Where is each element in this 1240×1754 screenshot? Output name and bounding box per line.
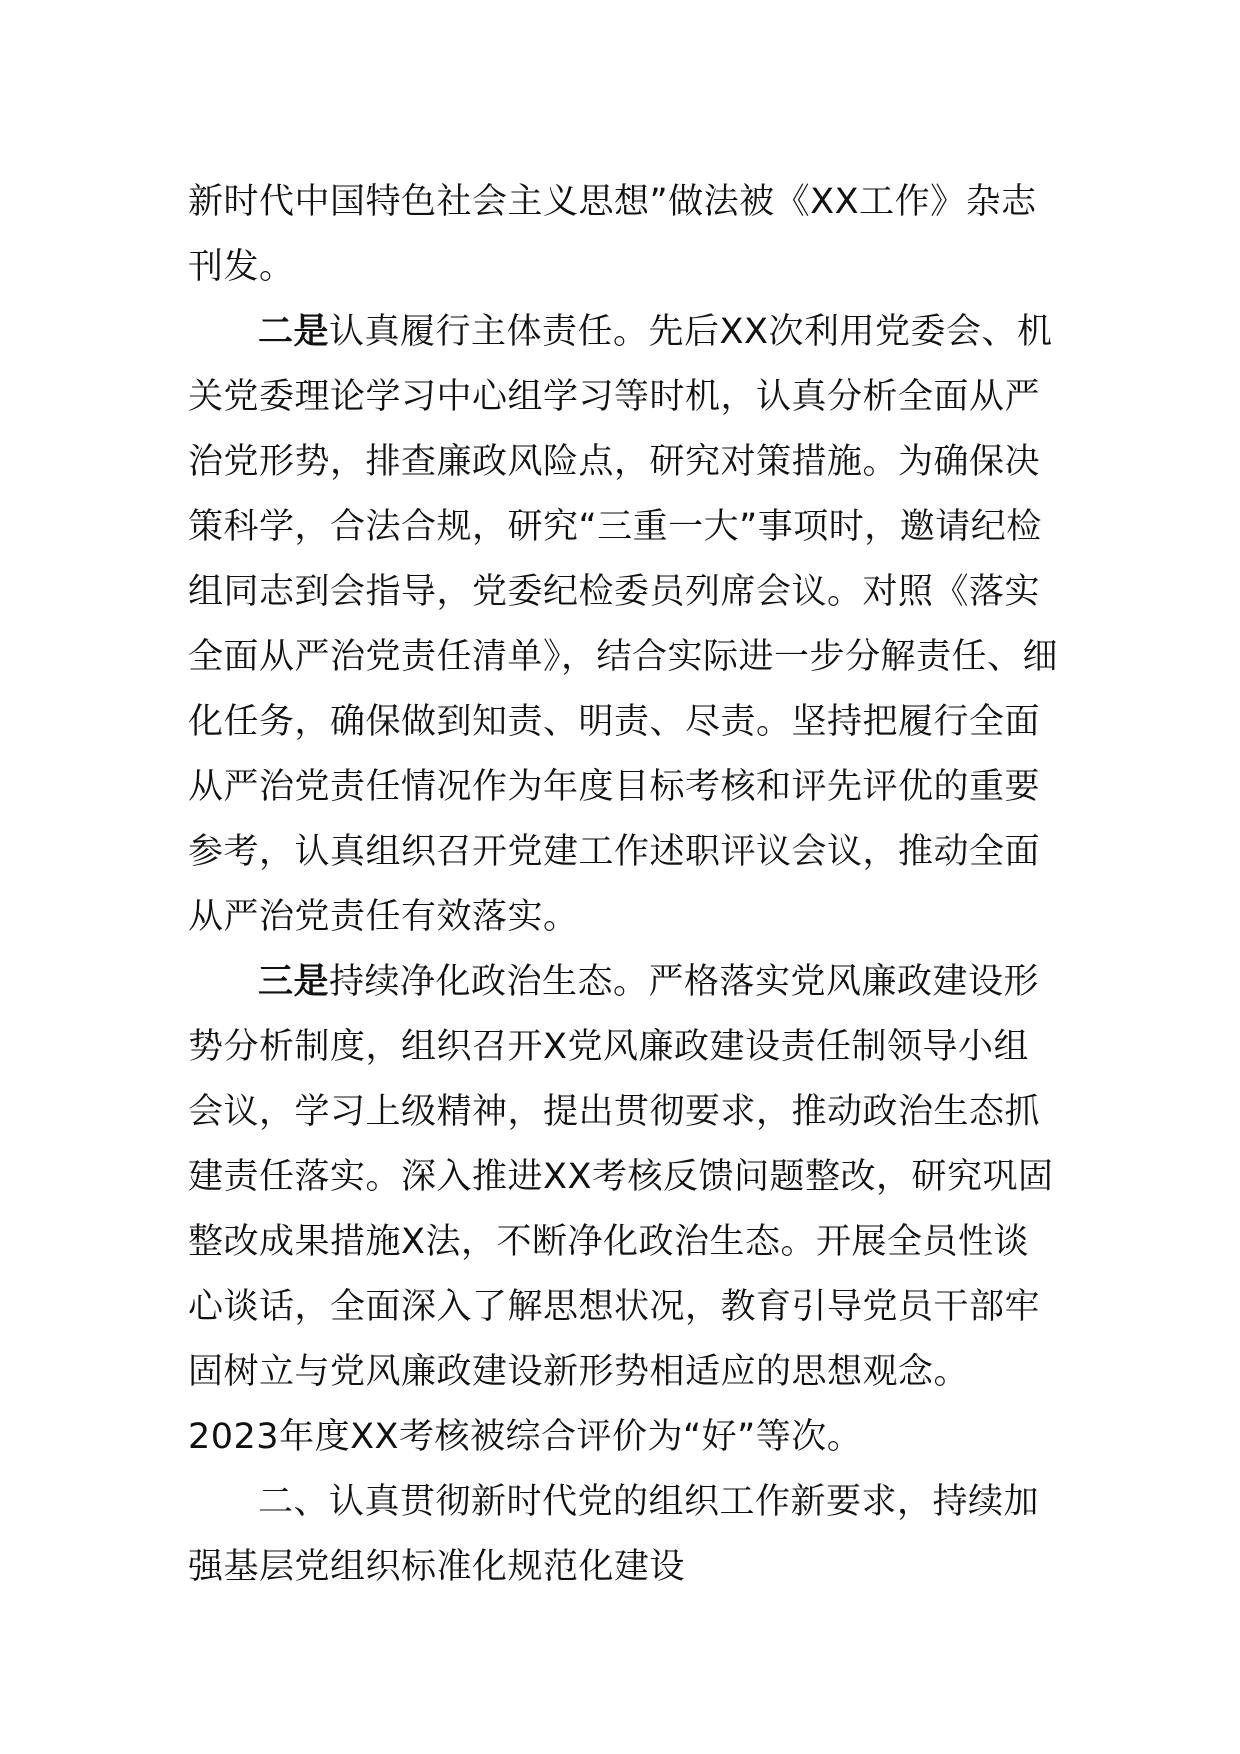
paragraph-continuation xyxy=(188,170,1058,300)
paragraph-second-point xyxy=(188,300,1058,950)
document-body xyxy=(188,170,1058,1600)
paragraph-lead: 三是 xyxy=(258,962,330,1002)
section-heading-text: 二、认真贯彻新时代党的组织工作新要求，持续加强基层党组织标准化规范化建设 xyxy=(188,1482,1040,1587)
paragraph-text: 新时代中国特色社会主义思想”做法被《XX工作》杂志刊发。 xyxy=(188,182,1037,287)
paragraph-text: 认真履行主体责任。先后XX次利用党委会、机关党委理论学习中心组学习等时机，认真分析全面从严治党形势，排查廉政风险点，研究对策措施。为确保决策科学，合法合规，研究“三重一大”事项时，邀请纪检组同志到会指导，党委纪检委员列席会议。对照《落实全面从严治党责任清单》，结合实际进一步分解责任、细化任务，确保做到知责、明责、尽责。坚持把履行全面从严治党责任情况作为年度目标考核和评先评优的重要参考，认真组织召开党建工作述职评议会议，推动全面从严治党责任有效落实。 xyxy=(188,312,1059,937)
paragraph-text: 持续净化政治生态。严格落实党风廉政建设形势分析制度，组织召开X党风廉政建设责任制领导小组会议，学习上级精神，提出贯彻要求，推动政治生态抓建责任落实。深入推进XX考核反馈问题整改，研究巩固整改成果措施X法，不断净化政治生态。开展全员性谈心谈话，全面深入了解思想状况，教育引导党员干部牢固树立与党风廉政建设新形势相适应的思想观念。2023年度XX考核被综合评价为“好”等次。 xyxy=(188,962,1054,1457)
paragraph-lead: 二是 xyxy=(258,312,330,352)
section-heading xyxy=(188,1470,1058,1600)
paragraph-third-point xyxy=(188,950,1058,1470)
